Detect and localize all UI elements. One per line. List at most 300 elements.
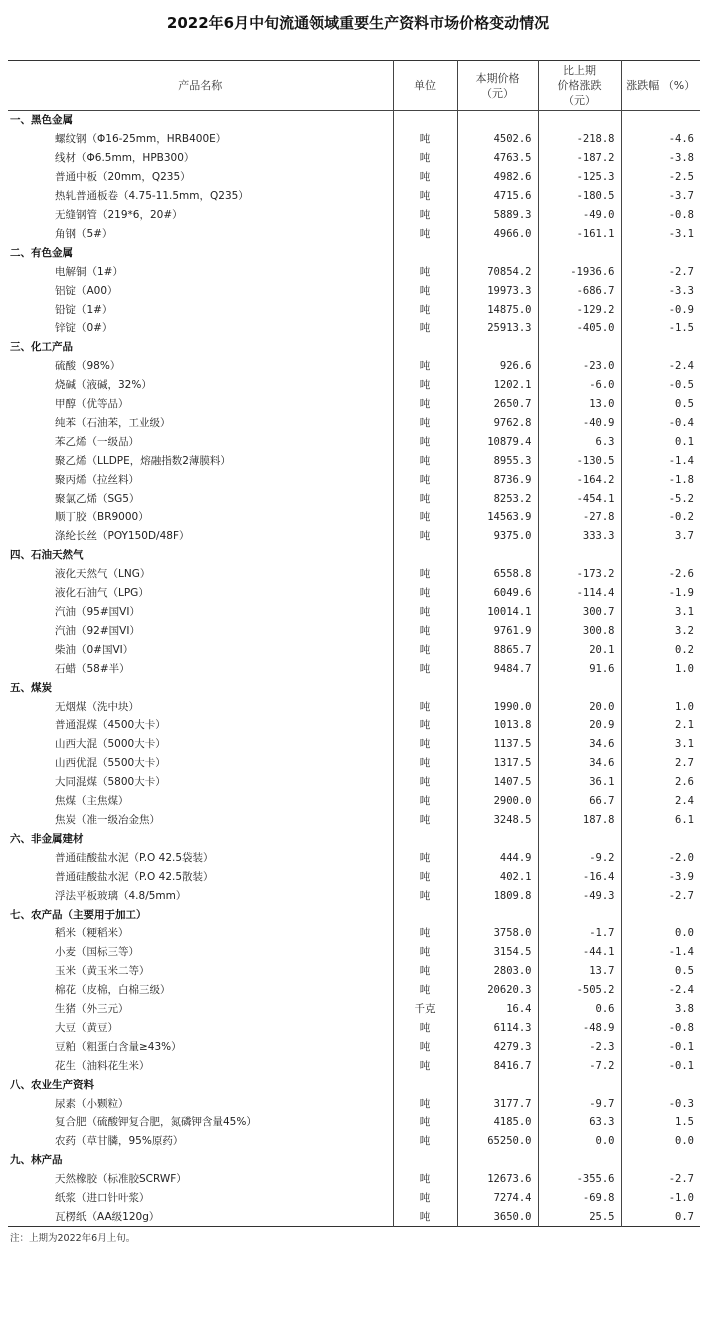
table-row (8, 395, 700, 414)
category-row (8, 905, 700, 924)
unit-cell: 吨 (393, 811, 457, 830)
table-row (8, 1208, 700, 1227)
category-name: 四、石油天然气 (10, 549, 84, 562)
product-name: 角钢（5#） (55, 227, 113, 240)
price-cell: 444.9 (457, 848, 538, 867)
price-cell: 25913.3 (457, 319, 538, 338)
change-cell: 300.7 (538, 603, 621, 622)
change-cell: 333.3 (538, 527, 621, 546)
price-cell: 8865.7 (457, 640, 538, 659)
unit-cell: 吨 (393, 395, 457, 414)
table-row (8, 773, 700, 792)
price-cell: 9484.7 (457, 659, 538, 678)
product-name: 电解铜（1#） (55, 265, 123, 278)
unit-cell: 吨 (393, 773, 457, 792)
pct-cell: -3.1 (621, 224, 700, 243)
pct-cell: 1.0 (621, 659, 700, 678)
price-cell: 8736.9 (457, 470, 538, 489)
change-cell (538, 111, 621, 130)
pct-cell: 0.1 (621, 432, 700, 451)
category-row (8, 1075, 700, 1094)
product-name: 稻米（粳稻米） (55, 927, 129, 940)
product-name: 聚乙烯（LLDPE，熔融指数2薄膜料） (55, 454, 231, 467)
price-cell: 14875.0 (457, 300, 538, 319)
price-cell: 4763.5 (457, 149, 538, 168)
table-row (8, 981, 700, 1000)
unit-cell: 吨 (393, 1056, 457, 1075)
category-row (8, 546, 700, 565)
product-name: 甲醇（优等品） (55, 398, 129, 411)
change-cell: -218.8 (538, 130, 621, 149)
change-cell: 0.0 (538, 1132, 621, 1151)
table-row (8, 1132, 700, 1151)
unit-cell: 吨 (393, 603, 457, 622)
product-name: 热轧普通板卷（4.75-11.5mm，Q235） (55, 190, 249, 203)
change-cell: 0.6 (538, 1000, 621, 1019)
change-cell: -355.6 (538, 1170, 621, 1189)
category-row (8, 338, 700, 357)
unit-cell: 吨 (393, 943, 457, 962)
product-name: 铅锭（1#） (55, 303, 113, 316)
table-row (8, 1189, 700, 1208)
pct-cell: 3.7 (621, 527, 700, 546)
pct-cell: -2.0 (621, 848, 700, 867)
price-cell: 6114.3 (457, 1019, 538, 1038)
change-cell: -505.2 (538, 981, 621, 1000)
pct-cell: -3.7 (621, 187, 700, 206)
unit-cell: 吨 (393, 262, 457, 281)
unit-cell: 吨 (393, 924, 457, 943)
change-cell: -48.9 (538, 1019, 621, 1038)
table-row (8, 357, 700, 376)
price-cell: 16.4 (457, 1000, 538, 1019)
unit-cell: 吨 (393, 886, 457, 905)
change-cell: 13.7 (538, 962, 621, 981)
pct-cell: 3.1 (621, 603, 700, 622)
price-cell: 8955.3 (457, 451, 538, 470)
change-cell: -49.3 (538, 886, 621, 905)
table-row (8, 640, 700, 659)
product-name: 大同混煤（5800大卡） (55, 776, 166, 789)
product-name: 锌锭（0#） (55, 322, 113, 335)
price-cell (457, 243, 538, 262)
change-cell: -1.7 (538, 924, 621, 943)
product-name: 无缝钢管（219*6，20#） (55, 208, 183, 221)
pct-cell: -0.1 (621, 1037, 700, 1056)
unit-cell: 吨 (393, 981, 457, 1000)
unit-cell (393, 111, 457, 130)
change-cell (538, 678, 621, 697)
unit-cell (393, 1151, 457, 1170)
price-cell: 4185.0 (457, 1113, 538, 1132)
unit-cell: 吨 (393, 962, 457, 981)
header-change-line3: （元） (563, 94, 596, 107)
category-name: 五、煤炭 (10, 681, 52, 694)
pct-cell (621, 111, 700, 130)
price-cell: 19973.3 (457, 281, 538, 300)
unit-cell: 吨 (393, 1208, 457, 1227)
product-name: 液化天然气（LNG） (55, 568, 151, 581)
product-name: 普通混煤（4500大卡） (55, 719, 166, 732)
unit-cell: 吨 (393, 224, 457, 243)
unit-cell: 吨 (393, 792, 457, 811)
pct-cell: -1.8 (621, 470, 700, 489)
pct-cell: -0.1 (621, 1056, 700, 1075)
table-row (8, 697, 700, 716)
price-cell: 9761.9 (457, 621, 538, 640)
pct-cell: -0.4 (621, 414, 700, 433)
price-cell: 4966.0 (457, 224, 538, 243)
product-name: 大豆（黄豆） (55, 1021, 118, 1034)
unit-cell: 千克 (393, 1000, 457, 1019)
pct-cell: -0.5 (621, 376, 700, 395)
pct-cell: -0.3 (621, 1094, 700, 1113)
price-cell (457, 338, 538, 357)
unit-cell (393, 905, 457, 924)
pct-cell (621, 243, 700, 262)
change-cell: 20.1 (538, 640, 621, 659)
pct-cell (621, 829, 700, 848)
table-row (8, 149, 700, 168)
unit-cell: 吨 (393, 1170, 457, 1189)
table-row (8, 376, 700, 395)
category-name: 七、农产品（主要用于加工） (10, 908, 147, 921)
pct-cell: -1.0 (621, 1189, 700, 1208)
price-cell: 1407.5 (457, 773, 538, 792)
table-row (8, 281, 700, 300)
pct-cell: -2.7 (621, 886, 700, 905)
pct-cell: -4.6 (621, 130, 700, 149)
pct-cell: -1.4 (621, 451, 700, 470)
change-cell: 20.0 (538, 697, 621, 716)
change-cell: -16.4 (538, 867, 621, 886)
price-cell: 10014.1 (457, 603, 538, 622)
unit-cell: 吨 (393, 735, 457, 754)
pct-cell: -2.6 (621, 565, 700, 584)
price-cell: 4502.6 (457, 130, 538, 149)
unit-cell: 吨 (393, 508, 457, 527)
pct-cell: 2.7 (621, 754, 700, 773)
product-name: 玉米（黄玉米二等） (55, 965, 150, 978)
table-row (8, 168, 700, 187)
product-name: 山西优混（5500大卡） (55, 757, 166, 770)
unit-cell: 吨 (393, 867, 457, 886)
product-name: 纸浆（进口针叶浆） (55, 1192, 150, 1205)
product-name: 小麦（国标三等） (55, 946, 139, 959)
price-cell: 65250.0 (457, 1132, 538, 1151)
price-cell: 70854.2 (457, 262, 538, 281)
unit-cell: 吨 (393, 1037, 457, 1056)
table-row (8, 811, 700, 830)
table-row (8, 659, 700, 678)
table-row (8, 584, 700, 603)
pct-cell: -2.7 (621, 262, 700, 281)
table-row (8, 300, 700, 319)
pct-cell (621, 905, 700, 924)
table-row (8, 867, 700, 886)
pct-cell: 3.1 (621, 735, 700, 754)
table-row (8, 1019, 700, 1038)
price-cell: 3758.0 (457, 924, 538, 943)
pct-cell: -2.7 (621, 1170, 700, 1189)
pct-cell (621, 678, 700, 697)
table-row (8, 262, 700, 281)
product-name: 汽油（95#国VI） (55, 606, 140, 619)
price-cell: 1013.8 (457, 716, 538, 735)
unit-cell (393, 338, 457, 357)
pct-cell: 3.2 (621, 621, 700, 640)
table-row (8, 206, 700, 225)
unit-cell: 吨 (393, 432, 457, 451)
pct-cell: -1.9 (621, 584, 700, 603)
product-name: 纯苯（石油苯，工业级） (55, 416, 171, 429)
product-name: 汽油（92#国VI） (55, 624, 140, 637)
page-title: 2022年6月中旬流通领域重要生产资料市场价格变动情况 (166, 14, 550, 32)
product-name: 普通中板（20mm，Q235） (55, 171, 191, 184)
change-cell: 25.5 (538, 1208, 621, 1227)
pct-cell: -3.3 (621, 281, 700, 300)
change-cell (538, 829, 621, 848)
header-unit: 单位 (393, 61, 457, 111)
table-row (8, 187, 700, 206)
table-row (8, 470, 700, 489)
unit-cell: 吨 (393, 527, 457, 546)
category-name: 一、黑色金属 (10, 114, 73, 127)
product-name: 瓦楞纸（AA级120g） (55, 1211, 160, 1224)
product-name: 顺丁胶（BR9000） (55, 511, 149, 524)
change-cell: 13.0 (538, 395, 621, 414)
pct-cell: 2.1 (621, 716, 700, 735)
price-cell (457, 111, 538, 130)
header-price (457, 61, 538, 111)
table-row (8, 414, 700, 433)
pct-cell: 1.0 (621, 697, 700, 716)
product-name: 硫酸（98%） (55, 360, 121, 373)
price-cell (457, 546, 538, 565)
price-cell: 926.6 (457, 357, 538, 376)
table-row (8, 962, 700, 981)
change-cell: -686.7 (538, 281, 621, 300)
table-row (8, 432, 700, 451)
unit-cell: 吨 (393, 376, 457, 395)
change-cell: 63.3 (538, 1113, 621, 1132)
category-row (8, 111, 700, 130)
unit-cell: 吨 (393, 716, 457, 735)
change-cell: -173.2 (538, 565, 621, 584)
unit-cell (393, 243, 457, 262)
price-cell: 10879.4 (457, 432, 538, 451)
pct-cell: -1.4 (621, 943, 700, 962)
pct-cell: -1.5 (621, 319, 700, 338)
unit-cell: 吨 (393, 1019, 457, 1038)
change-cell: 34.6 (538, 754, 621, 773)
price-cell: 9375.0 (457, 527, 538, 546)
unit-cell: 吨 (393, 640, 457, 659)
price-cell: 4982.6 (457, 168, 538, 187)
product-name: 螺纹钢（Φ16-25mm，HRB400E） (55, 133, 227, 146)
price-cell: 3177.7 (457, 1094, 538, 1113)
table-row (8, 489, 700, 508)
table-row (8, 1113, 700, 1132)
product-name: 线材（Φ6.5mm，HPB300） (55, 152, 195, 165)
price-cell: 5889.3 (457, 206, 538, 225)
product-name: 无烟煤（洗中块） (55, 700, 139, 713)
change-cell (538, 1151, 621, 1170)
unit-cell: 吨 (393, 206, 457, 225)
change-cell: 187.8 (538, 811, 621, 830)
unit-cell: 吨 (393, 168, 457, 187)
table-row (8, 621, 700, 640)
price-cell: 2803.0 (457, 962, 538, 981)
price-cell (457, 678, 538, 697)
product-name: 聚氯乙烯（SG5） (55, 492, 140, 505)
price-cell: 1202.1 (457, 376, 538, 395)
unit-cell: 吨 (393, 187, 457, 206)
table-row (8, 224, 700, 243)
product-name: 石蜡（58#半） (55, 662, 130, 675)
product-name: 聚丙烯（拉丝料） (55, 473, 139, 486)
footnote: 注：上期为2022年6月上旬。 (10, 1233, 136, 1244)
product-name: 普通硅酸盐水泥（P.O 42.5袋装） (55, 851, 214, 864)
change-cell: -49.0 (538, 206, 621, 225)
table-row (8, 130, 700, 149)
header-name: 产品名称 (8, 61, 393, 111)
price-cell: 12673.6 (457, 1170, 538, 1189)
category-name: 八、农业生产资料 (10, 1078, 94, 1091)
product-name: 尿素（小颗粒） (55, 1097, 129, 1110)
price-cell: 3154.5 (457, 943, 538, 962)
category-row (8, 1151, 700, 1170)
change-cell: -454.1 (538, 489, 621, 508)
table-row (8, 451, 700, 470)
change-cell: -129.2 (538, 300, 621, 319)
header-price-line1: 本期价格 (475, 71, 520, 85)
price-cell: 6558.8 (457, 565, 538, 584)
product-name: 浮法平板玻璃（4.8/5mm） (55, 889, 187, 902)
table-row (8, 924, 700, 943)
pct-cell: -2.4 (621, 981, 700, 1000)
unit-cell: 吨 (393, 621, 457, 640)
change-cell: -40.9 (538, 414, 621, 433)
change-cell: 300.8 (538, 621, 621, 640)
product-name: 复合肥（硫酸钾复合肥，氮磷钾含量45%） (55, 1116, 257, 1129)
table-row (8, 716, 700, 735)
price-cell: 3248.5 (457, 811, 538, 830)
product-name: 农药（草甘膦，95%原药） (55, 1135, 184, 1148)
table-row (8, 1094, 700, 1113)
change-cell: 20.9 (538, 716, 621, 735)
product-name: 生猪（外三元） (55, 1003, 129, 1016)
change-cell: 36.1 (538, 773, 621, 792)
product-name: 天然橡胶（标准胶SCRWF） (55, 1173, 187, 1186)
pct-cell: -0.8 (621, 1019, 700, 1038)
change-cell: -161.1 (538, 224, 621, 243)
change-cell: -23.0 (538, 357, 621, 376)
pct-cell: -0.8 (621, 206, 700, 225)
table-row (8, 1037, 700, 1056)
price-cell: 1317.5 (457, 754, 538, 773)
change-cell: -187.2 (538, 149, 621, 168)
unit-cell: 吨 (393, 319, 457, 338)
price-cell: 8253.2 (457, 489, 538, 508)
header-price-line2: （元） (481, 86, 514, 100)
category-name: 二、有色金属 (10, 246, 73, 259)
header-change (538, 61, 621, 111)
table-row (8, 792, 700, 811)
table-row (8, 508, 700, 527)
unit-cell: 吨 (393, 697, 457, 716)
unit-cell: 吨 (393, 357, 457, 376)
pct-cell: 0.5 (621, 962, 700, 981)
product-name: 花生（油料花生米） (55, 1059, 150, 1072)
pct-cell: -2.5 (621, 168, 700, 187)
pct-cell (621, 1075, 700, 1094)
category-row (8, 243, 700, 262)
category-name: 六、非金属建材 (10, 832, 84, 845)
change-cell: -130.5 (538, 451, 621, 470)
unit-cell: 吨 (393, 281, 457, 300)
product-name: 烧碱（液碱，32%） (55, 379, 152, 392)
table-row (8, 603, 700, 622)
product-name: 焦炭（准一级冶金焦） (55, 813, 160, 826)
unit-cell: 吨 (393, 149, 457, 168)
change-cell: -114.4 (538, 584, 621, 603)
unit-cell: 吨 (393, 451, 457, 470)
table-row (8, 886, 700, 905)
unit-cell (393, 1075, 457, 1094)
change-cell: -27.8 (538, 508, 621, 527)
change-cell: 6.3 (538, 432, 621, 451)
change-cell (538, 546, 621, 565)
price-cell: 4279.3 (457, 1037, 538, 1056)
product-name: 棉花（皮棉，白棉三级） (55, 984, 171, 997)
change-cell: -180.5 (538, 187, 621, 206)
unit-cell: 吨 (393, 130, 457, 149)
price-cell: 402.1 (457, 867, 538, 886)
price-cell: 2900.0 (457, 792, 538, 811)
pct-cell: 0.2 (621, 640, 700, 659)
table-header-row (8, 61, 700, 111)
category-row (8, 829, 700, 848)
change-cell: 34.6 (538, 735, 621, 754)
product-name: 涤纶长丝（POY150D/48F） (55, 530, 190, 543)
unit-cell: 吨 (393, 489, 457, 508)
change-cell (538, 243, 621, 262)
price-cell: 2650.7 (457, 395, 538, 414)
unit-cell: 吨 (393, 414, 457, 433)
change-cell: -44.1 (538, 943, 621, 962)
price-cell: 1137.5 (457, 735, 538, 754)
change-cell: -2.3 (538, 1037, 621, 1056)
unit-cell: 吨 (393, 1094, 457, 1113)
price-cell: 14563.9 (457, 508, 538, 527)
price-cell: 1990.0 (457, 697, 538, 716)
category-name: 九、林产品 (10, 1154, 63, 1167)
price-cell (457, 1151, 538, 1170)
unit-cell: 吨 (393, 470, 457, 489)
unit-cell: 吨 (393, 1189, 457, 1208)
change-cell: -405.0 (538, 319, 621, 338)
price-cell (457, 905, 538, 924)
pct-cell: 0.0 (621, 1132, 700, 1151)
table-row (8, 527, 700, 546)
header-pct: 涨跌幅 （%） (621, 61, 700, 111)
change-cell: -164.2 (538, 470, 621, 489)
product-name: 液化石油气（LPG） (55, 587, 149, 600)
price-table (8, 60, 700, 1227)
price-cell (457, 1075, 538, 1094)
pct-cell: 0.0 (621, 924, 700, 943)
